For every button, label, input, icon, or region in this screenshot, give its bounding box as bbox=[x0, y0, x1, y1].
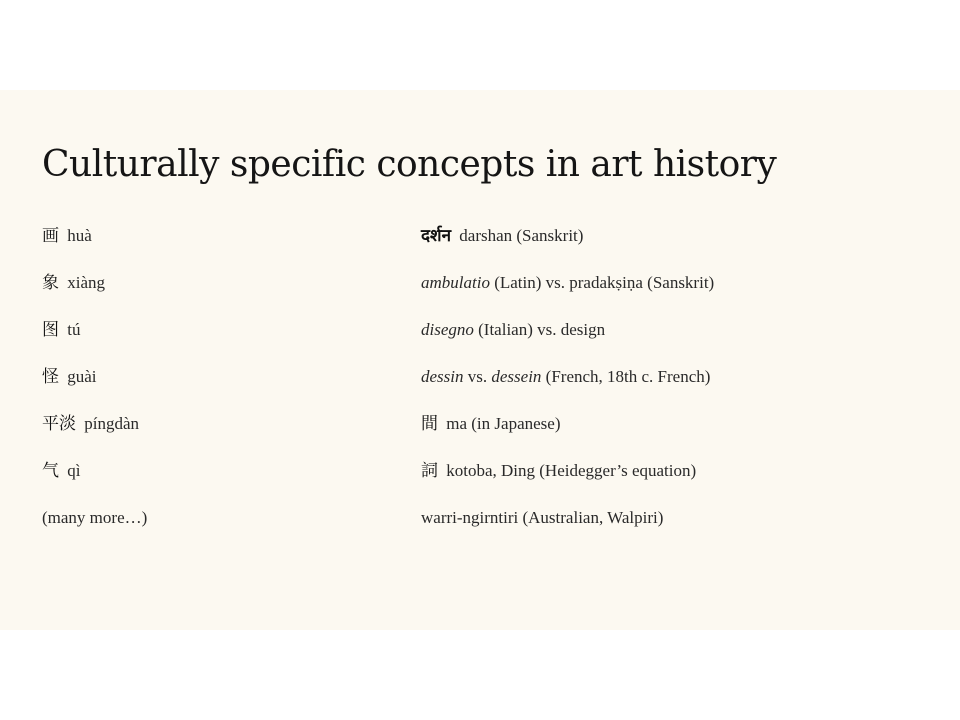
term-glyph: 图 bbox=[42, 320, 59, 340]
list-item-tu bbox=[42, 314, 402, 361]
term-description: ma (in Japanese) bbox=[442, 414, 561, 433]
term-description: (Latin) vs. pradakṣiṇa (Sanskrit) bbox=[489, 273, 715, 292]
term-description: darshan (Sanskrit) bbox=[455, 226, 584, 245]
term-glyph: 气 bbox=[42, 461, 59, 481]
list-item-disegno bbox=[421, 314, 941, 361]
chinese-terms-list bbox=[42, 220, 402, 549]
devanagari-glyph: दर्शन bbox=[421, 226, 452, 246]
term-description: (French, 18th c. French) bbox=[541, 367, 711, 386]
term-glyph: 象 bbox=[42, 273, 59, 293]
term-glyph: 怪 bbox=[42, 367, 59, 387]
term-glyph: 平淡 bbox=[42, 414, 76, 434]
term-glyph: 詞 bbox=[421, 461, 438, 481]
term-romanization: huà bbox=[63, 226, 92, 245]
term-romanization: (many more…) bbox=[42, 508, 148, 527]
list-item-kotoba bbox=[421, 455, 941, 502]
term-glyph: 間 bbox=[421, 414, 438, 434]
list-item-pingdan bbox=[42, 408, 402, 455]
list-item-qi bbox=[42, 455, 402, 502]
list-item-warri bbox=[421, 502, 941, 549]
term-glyph: 画 bbox=[42, 226, 59, 246]
term-italic: ambulatio bbox=[421, 273, 490, 292]
term-description: kotoba, Ding (Heidegger’s equation) bbox=[442, 461, 697, 480]
list-item-ambulatio bbox=[421, 267, 941, 314]
list-item-hua bbox=[42, 220, 402, 267]
slide-title: Culturally specific concepts in art history bbox=[42, 144, 777, 185]
term-romanization: guài bbox=[63, 367, 97, 386]
list-item-ma bbox=[421, 408, 941, 455]
term-romanization: tú bbox=[63, 320, 81, 339]
term-romanization: qì bbox=[63, 461, 81, 480]
term-italic: disegno bbox=[421, 320, 474, 339]
term-description: (Italian) vs. design bbox=[473, 320, 606, 339]
term-romanization: píngdàn bbox=[80, 414, 140, 433]
term-connector: vs. bbox=[463, 367, 492, 386]
term-italic: dessein bbox=[491, 367, 542, 386]
other-terms-list bbox=[421, 220, 941, 549]
term-romanization: xiàng bbox=[63, 273, 106, 292]
list-item-dessin bbox=[421, 361, 941, 408]
term-description: warri-ngirntiri (Australian, Walpiri) bbox=[421, 508, 664, 527]
list-item-xiang bbox=[42, 267, 402, 314]
list-item-many-more bbox=[42, 502, 402, 549]
term-italic: dessin bbox=[421, 367, 464, 386]
list-item-guai bbox=[42, 361, 402, 408]
list-item-darshan bbox=[421, 220, 941, 267]
